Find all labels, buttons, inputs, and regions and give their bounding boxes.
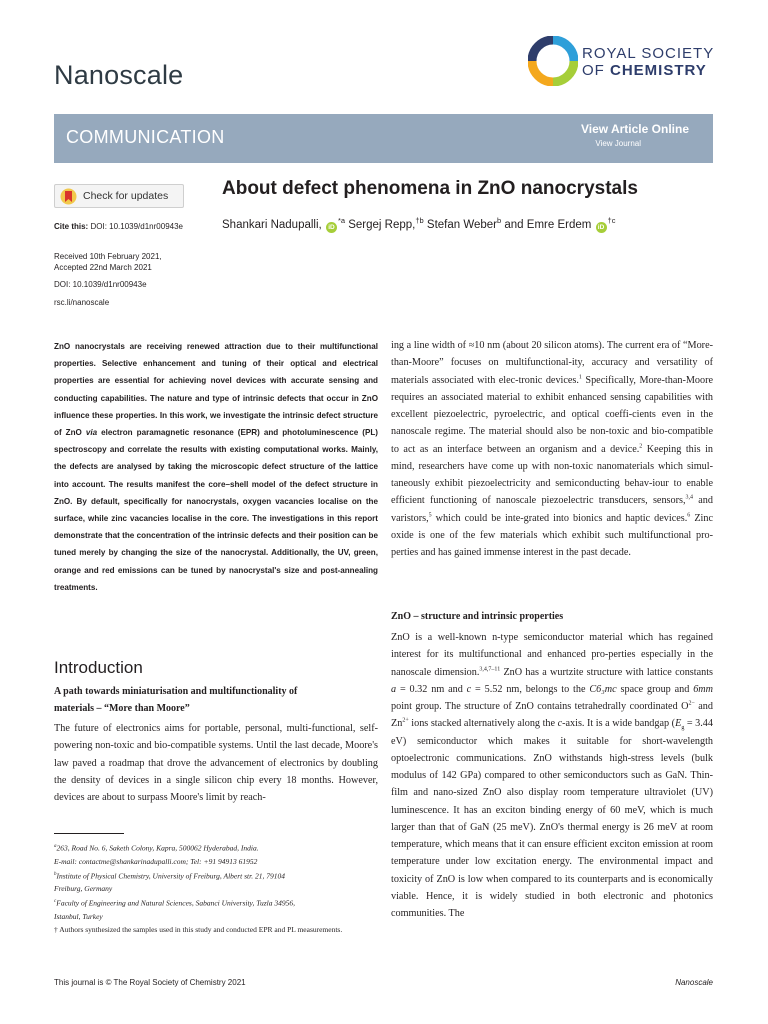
orcid-icon[interactable]: iD <box>326 222 337 233</box>
footnote-a-email[interactable]: E-mail: contactme@shankarinadupalli.com; Tel: +91 94913 61952 <box>54 856 258 866</box>
footnotes: $^a$263, Road No. 6, Saketh Colony, Kapra, 500062 Hyderabad, India. E-mail: contactme@shankarinadupalli.com; Tel: +91 94913 61952 $^b$Institute of Physical Chemistry, University of Freiburg, Albert str. 21, 79104 Freiburg, Germany $^c$Faculty of Engineering and Natural Sciences, Sabanci University, Tuzla 34956, Istanbul, Turkey † Authors synthesized the samples used in this study and conducted EPR and PL measurements. <box>54 840 378 936</box>
check-for-updates-label: Check for updates <box>83 190 169 202</box>
intro-paragraph: The future of electronics aims for portable, personal, multi-functional, self-powering non-toxic and bio-compatible systems. Until the last decade, Moore's law paved a roadmap that drove the advancement of electronics by doubling the density of devices in a single silicon chip every 18 months. However, devices are about to surpass Moore's limit by reach- <box>54 723 378 803</box>
footer-copyright: This journal is © The Royal Society of Chemistry 2021 <box>54 978 246 987</box>
check-for-updates-button[interactable] <box>54 184 184 208</box>
article-type-banner <box>54 114 713 163</box>
footnote-a: $^a$263, Road No. 6, Saketh Colony, Kapra, 500062 Hyderabad, India. <box>54 843 259 853</box>
article-type: COMMUNICATION <box>66 127 225 147</box>
author-list: Shankari Nadupalli, $iD^{*a}$ Sergej Repp,$^{\dagger b}$ Stefan Weber$^b$ and Emre Erdem $iD^{\dagger c}$ <box>222 216 616 231</box>
publisher-line2: OF CHEMISTRY <box>582 62 707 79</box>
article-title: About defect phenomena in ZnO nanocrystals <box>222 178 638 199</box>
footer-journal: Nanoscale <box>675 978 713 987</box>
right-column-paragraph-2: ZnO is a well-known n-type semiconductor material which has regained interest for its multifunctional and enhanced pro-perties especially in the nanoscale dimension.$^{3,4,7-11}$ ZnO has a wurtzite structure with lattice constants a = 0.32 nm and c = 5.52 nm, belongs to the C6₃mc space group and 6mm point group. The structure of ZnO contains tetrahedrally coordinated $O^{2-}$ and $Zn^{2+}$ ions stacked alternatively along the c-axis. It is a wide bandgap ($E_g = 3.44$ eV) semiconductor which makes it suitable for short-wavelength optoelectronic communications. ZnO withstands high-stress levels (bulk modulus of 142 GPa) compared to other semiconductors such as GaN. Thin-film and nano-sized ZnO also display room temperature ultraviolet (UV) luminescence. It has an exciton binding energy of 60 meV, which is much larger than that of GaN (25 meV). ZnO's thermal energy is 26 meV at room temperature, which means that it can ensure efficient exciton emission at room temperature under low excitation energy. The environmental impact and toxicity of ZnO is low when compared to its counterparts and is economically viable. Hence, it is widely studied in both electronic and photonics communities. The <box>391 632 713 919</box>
view-journal-link[interactable]: View Journal <box>595 139 641 148</box>
footnote-dagger: † Authors synthesized the samples used in this study and conducted EPR and PL measurements. <box>54 924 343 934</box>
footnote-b: $^b$Institute of Physical Chemistry, University of Freiburg, Albert str. 21, 79104 <box>54 871 285 880</box>
right-column-paragraph-1: ing a line width of ≈10 nm (about 20 silicon atoms). The current era of “More-than-Moore” focuses on multifunctional-ity, accuracy and versatility of materials associated with elec-tronic devices.$^1$ Specifically, More-than-Moore requires an associated material to exhibit enhanced sensing capabilities with excellent piezoelectric, pyroelectric, and optical coeffi-cients even in the nanoscale regime. The material should also be non-toxic and bio-compatible to act as an interface between an organism and a device.$^2$ Keeping this in mind, researchers have come up with non-toxic nanomaterials which simul-taneously exhibit piezoelectricity and semiconducting behav-iour to enable efficient functioning of nanoscale piezoelectric transducers, sensors,$^{3,4}$ and varistors,$^5$ which could be inte-grated into bionics and haptic devices.$^6$ Zinc oxide is one of the few materials which exhibit such multifunctional pro-perties and has gained immense interest in the past decade. <box>391 340 713 558</box>
doi-line[interactable]: DOI: 10.1039/d1nr00943e <box>54 280 147 289</box>
cite-this: Cite this: DOI: 10.1039/d1nr00943e <box>54 222 183 231</box>
accepted-date: Accepted 22nd March 2021 <box>54 263 152 272</box>
author-name[interactable]: and Emre Erdem <box>504 218 592 231</box>
view-article-online-link[interactable]: View Article Online <box>580 122 689 136</box>
journal-url-link[interactable]: rsc.li/nanoscale <box>54 298 110 307</box>
received-date: Received 10th February 2021, <box>54 252 162 261</box>
introduction-heading: Introduction <box>54 658 143 677</box>
bookmark-icon <box>60 188 77 205</box>
publisher-logo[interactable] <box>528 36 718 86</box>
author-name[interactable]: Stefan Weber <box>426 218 498 231</box>
author-name[interactable]: Sergej Repp, <box>348 218 416 231</box>
section-heading-zno: ZnO – structure and intrinsic properties <box>391 611 564 622</box>
author-name[interactable]: Shankari Nadupalli, <box>222 218 322 231</box>
orcid-icon[interactable]: iD <box>596 222 607 233</box>
rsc-logo-icon <box>528 36 578 86</box>
footnote-c: $^c$Faculty of Engineering and Natural Sciences, Sabanci University, Tuzla 34956, <box>54 898 295 908</box>
publisher-line1: ROYAL SOCIETY <box>582 45 715 62</box>
cite-doi[interactable]: DOI: 10.1039/d1nr00943e <box>90 222 183 231</box>
abstract: ZnO nanocrystals are receiving renewed attraction due to their multifunctional properties. Selective enhancement and tuning of their optical and electrical properties are essential for achieving novel devices with accurate sensing and conducting capabilities. The nature and type of intrinsic defects that occur in ZnO influence these properties. In this work, we investigate the intrinsic defect structure of ZnO via electron paramagnetic resonance (EPR) and photoluminescence (PL) spectroscopy and correlate the results with existing computational works. Mainly, the defects are analysed by taking the microscopic defect structure of the lattice into account. The results manifest the core–shell model of the defect structure in ZnO. By default, specifically for nanocrystals, oxygen vacancies localise on the surface, while zinc vacancies localise in the core. The investigations in this report demonstrate that the concentration of the intrinsic defects and their position can be tuned merely by changing the size of the nanocrystal. Additionally, the UV, green, orange and red emissions can be tuned by nanocrystal's size and post-annealing treatments. <box>54 342 378 592</box>
footnote-divider <box>54 833 124 834</box>
intro-subheading: A path towards miniaturisation and multifunctionality of materials – “More than Moore” <box>54 686 298 714</box>
journal-name: Nanoscale <box>54 60 184 90</box>
